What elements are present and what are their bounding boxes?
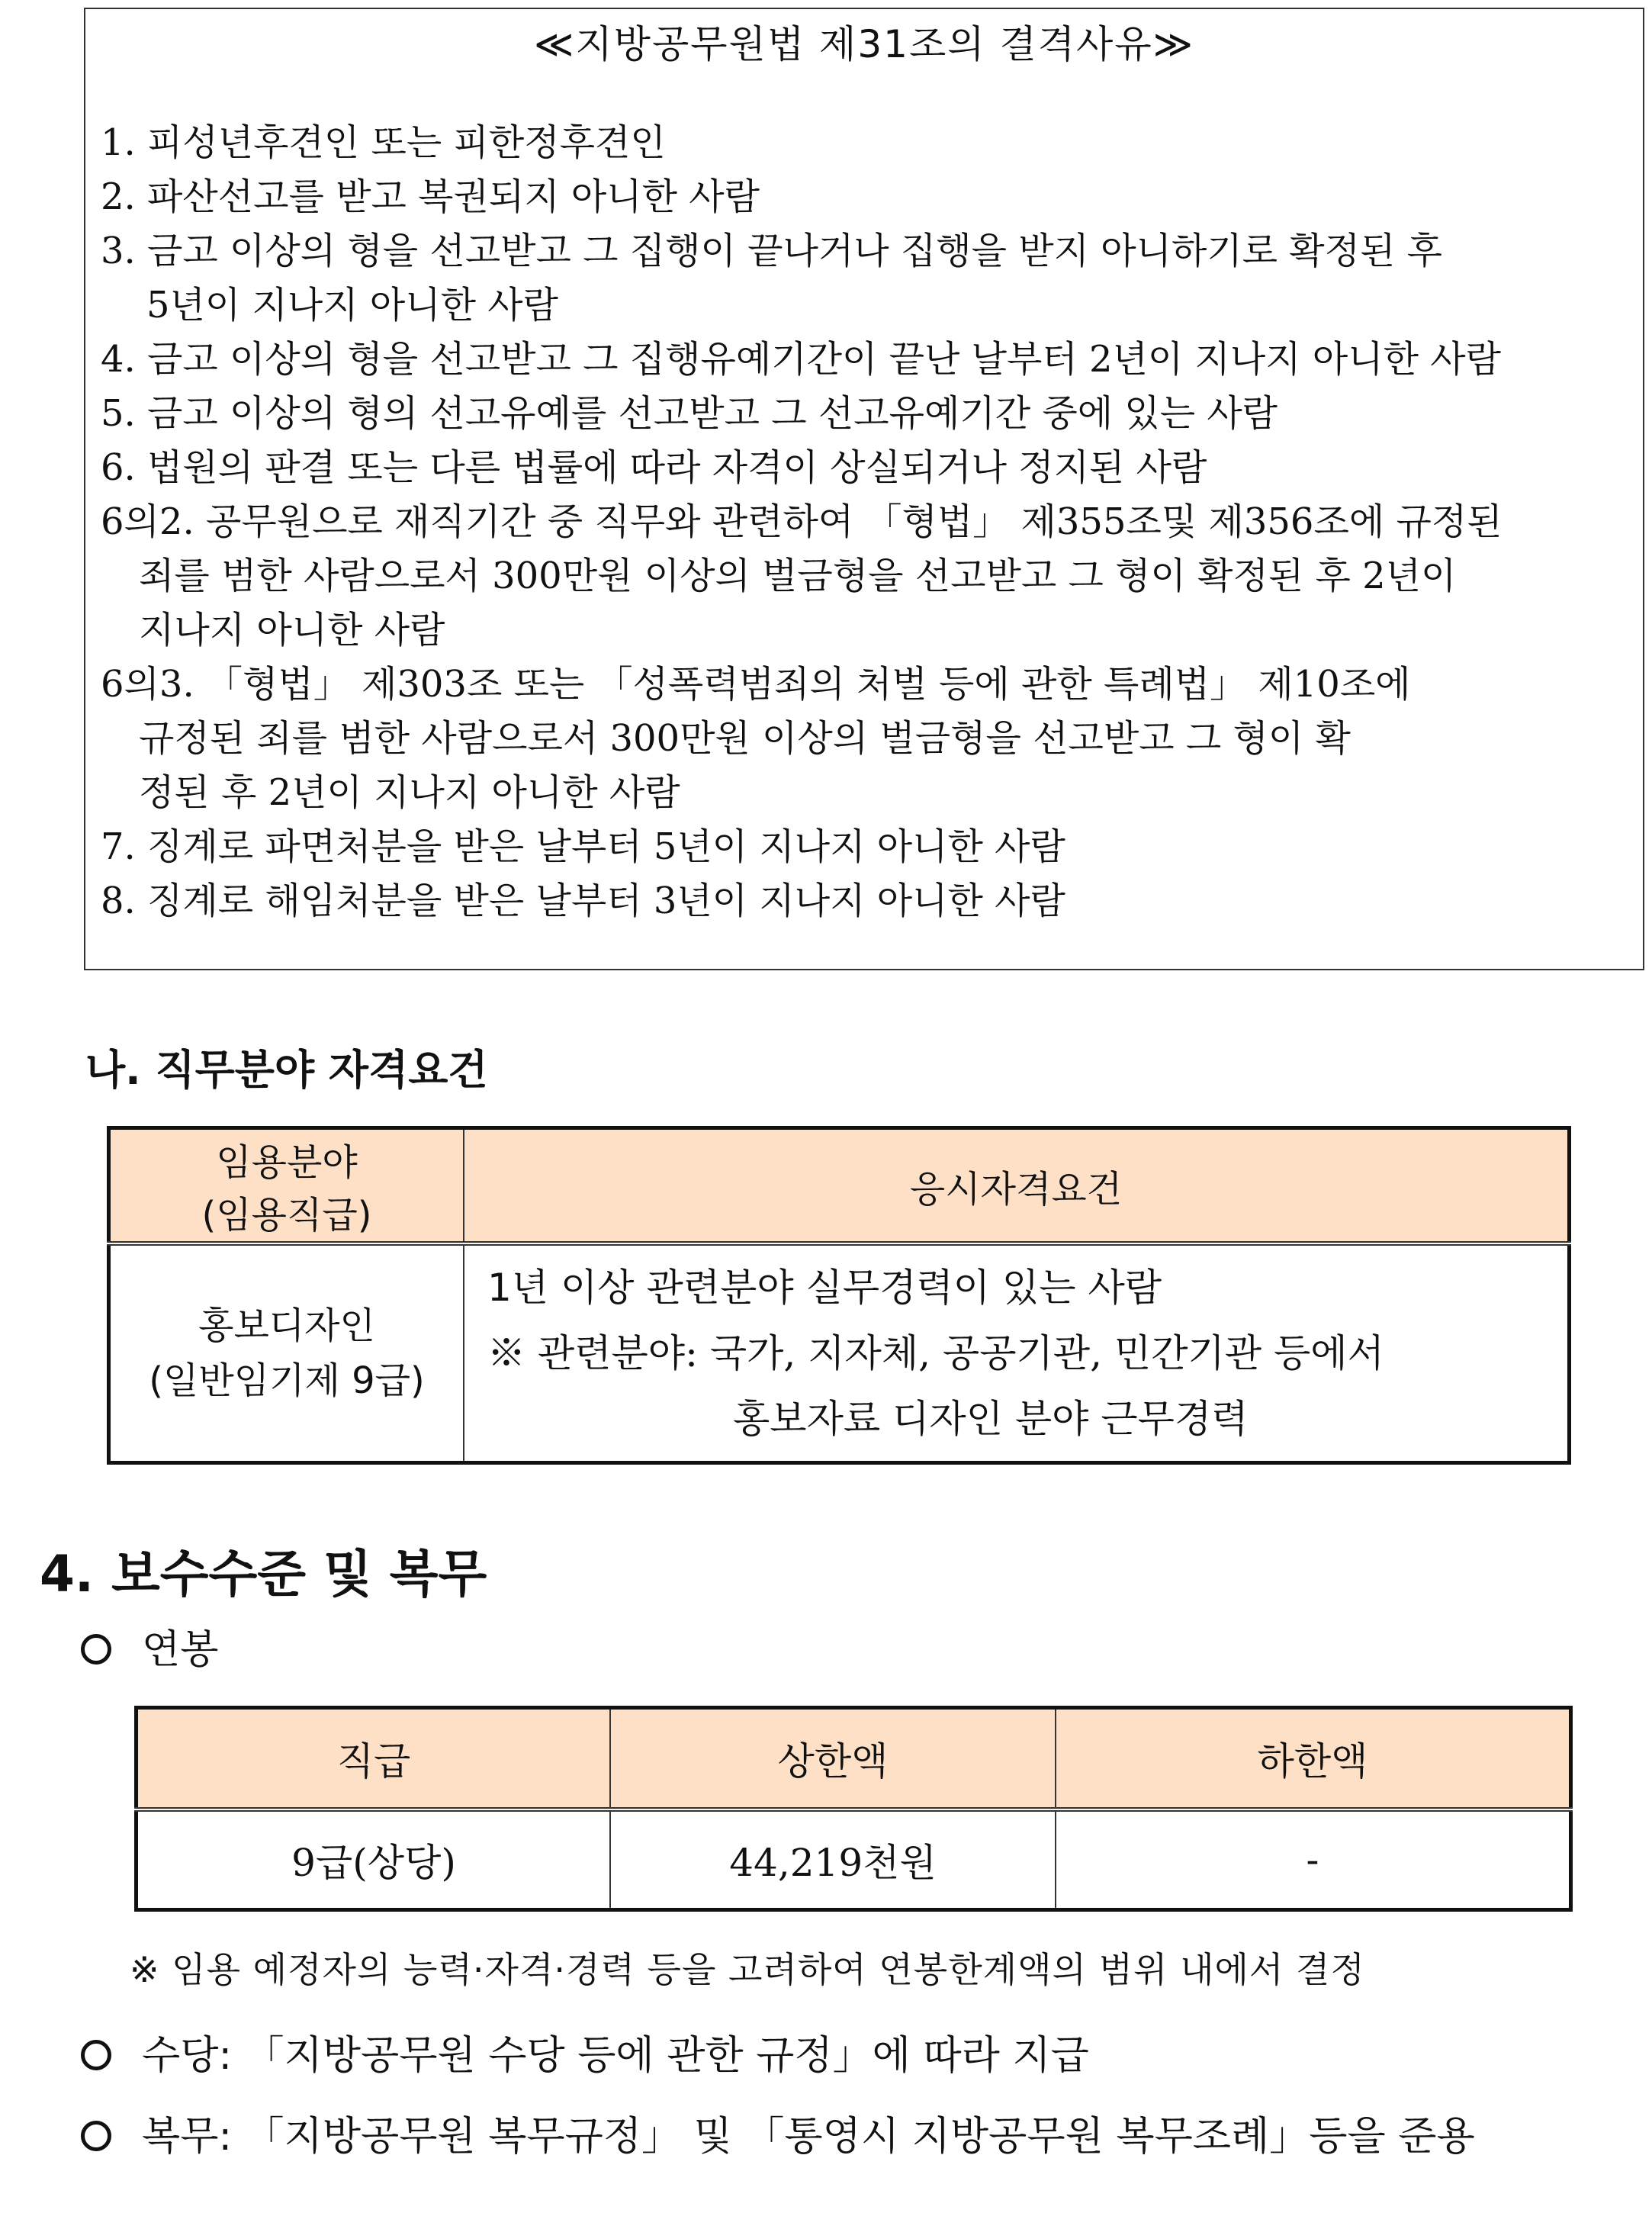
circle-bullet-icon [81,2121,111,2151]
disqualification-list [101,116,1620,928]
duty-bullet: 복무: 「지방공무원 복무규정」 및 「통영시 지방공무원 복무조례」등을 준용 [81,2104,1475,2161]
cell-grade: 9급(상당) [137,1809,611,1910]
qualification-table [107,1126,1571,1465]
disqualification-title: ≪지방공무원법 제31조의 결격사유≫ [534,22,1194,66]
circle-bullet-icon [81,2040,111,2070]
list-item: 6의2. 공무원으로 재직기간 중 직무와 관련하여 「형법」 제355조및 제356조에 규정된 죄를 범한 사람으로서 300만원 이상의 벌금형을 선고받고 그 형이 확정된 후 2년이 지나지 아니한 사람 [101,500,1503,651]
list-item: 7. 징계로 파면처분을 받은 날부터 5년이 지나지 아니한 사람 [101,825,1065,868]
requirement-note: ※ 관련분야: 국가, 지자체, 공공기관, 민간기관 등에서 [487,1331,1384,1375]
salary-bullet: 연봉 [81,1617,218,1674]
disqualification-box [84,8,1644,970]
list-item: 2. 파산선고를 받고 복권되지 아니한 사람 [101,175,760,218]
list-item: 8. 징계로 해임처분을 받은 날부터 3년이 지나지 아니한 사람 [101,880,1065,922]
list-item: 6. 법원의 판결 또는 다른 법률에 따라 자격이 상실되거나 정지된 사람 [101,446,1207,489]
list-item: 1. 피성년후견인 또는 피한정후견인 [101,121,666,164]
list-item: 6의3. 「형법」 제303조 또는 「성폭력범죄의 처벌 등에 관한 특례법」 제10조에 규정된 죄를 범한 사람으로서 300만원 이상의 벌금형을 선고받고 그 형이 확 정된 후 2년이 지나지 아니한 사람 [101,663,1411,814]
list-item: 3. 금고 이상의 형을 선고받고 그 집행이 끝나거나 집행을 받지 아니하기로 확정된 후 5년이 지나지 아니한 사람 [101,230,1443,326]
header-requirement: 응시자격요건 [464,1128,1570,1244]
table-row [109,1243,1570,1463]
header-min: 하한액 [1056,1708,1571,1810]
cell-min: - [1056,1809,1571,1910]
salary-note: ※ 임용 예정자의 능력·자격·경력 등을 고려하여 연봉한계액의 범위 내에서 결정 [130,1949,1365,1990]
cell-max: 44,219천원 [610,1809,1056,1910]
header-field: 임용분야 (임용직급) [109,1128,464,1244]
requirement-note-cont: 홍보자료 디자인 분야 근무경력 [733,1397,1249,1441]
requirement-cell [464,1243,1570,1463]
field-cell: 홍보디자인 (일반임기제 9급) [109,1243,464,1463]
pay-heading: 4. 보수수준 및 복무 [40,1545,487,1603]
requirement-main: 1년 이상 관련분야 실무경력이 있는 사람 [487,1266,1162,1310]
table-row [137,1809,1571,1910]
qualification-heading: 나. 직무분야 자격요건 [85,1046,488,1094]
allowance-bullet: 수당: 「지방공무원 수당 등에 관한 규정」에 따라 지급 [81,2023,1089,2080]
list-item: 5. 금고 이상의 형의 선고유예를 선고받고 그 선고유예기간 중에 있는 사람 [101,392,1278,435]
header-max: 상한액 [610,1708,1056,1810]
circle-bullet-icon [81,1634,111,1665]
list-item: 4. 금고 이상의 형을 선고받고 그 집행유예기간이 끝난 날부터 2년이 지나지 아니한 사람 [101,338,1501,381]
salary-table [134,1706,1573,1912]
header-grade: 직급 [137,1708,611,1810]
